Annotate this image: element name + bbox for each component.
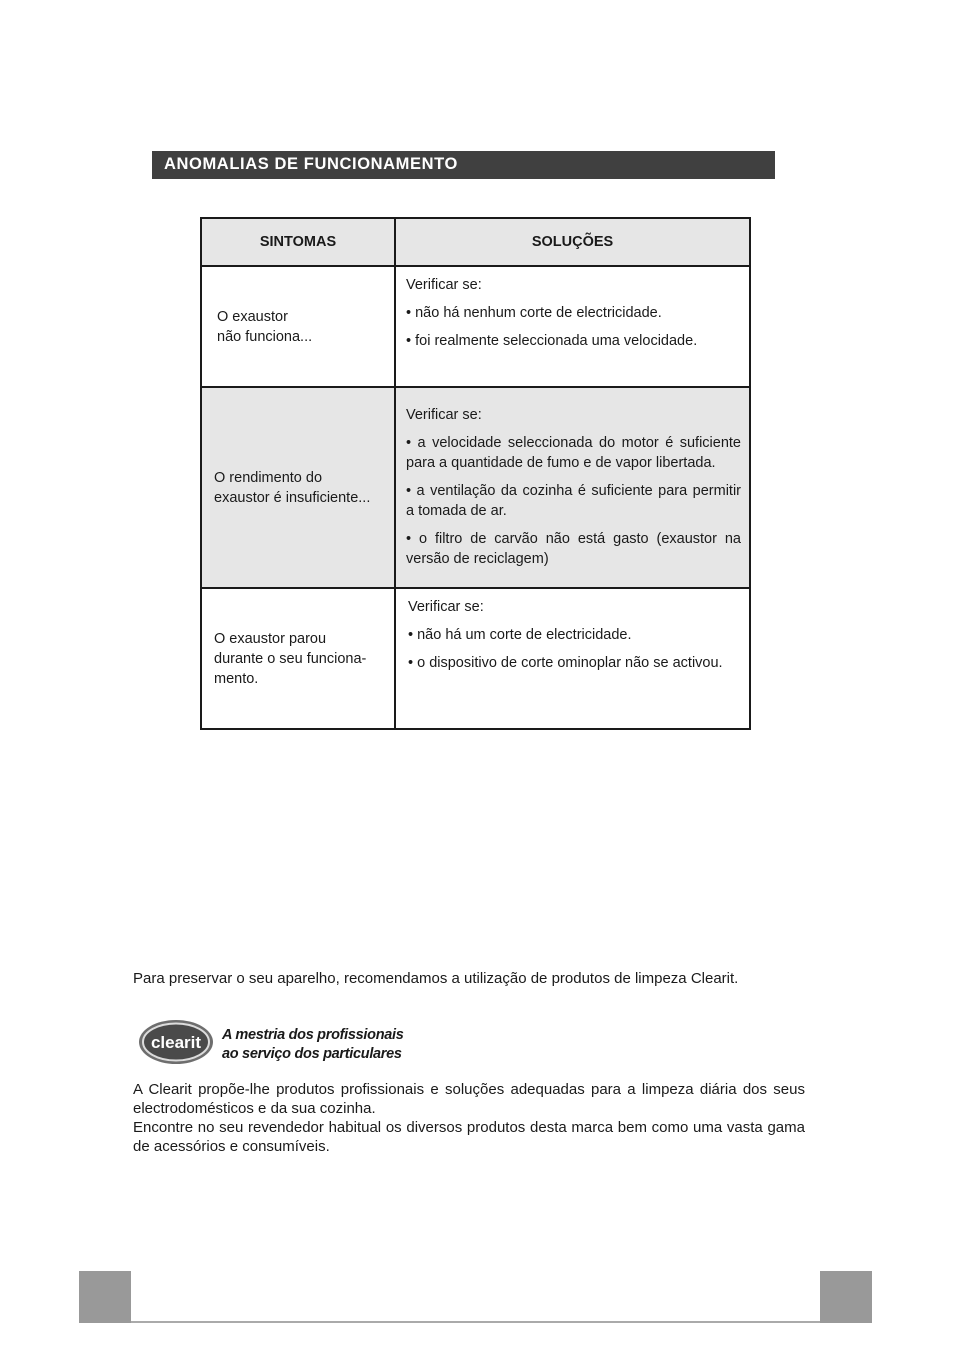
tagline-line: ao serviço dos particulares: [222, 1046, 402, 1062]
solution-cell: [395, 266, 750, 387]
solution-item: • a ventilação da cozinha é suficiente para permitir a tomada de ar.: [406, 482, 741, 519]
body-text: [133, 1080, 805, 1156]
tagline: [222, 1026, 404, 1064]
solution-item: • foi realmente seleccionada uma velocidade.: [406, 333, 698, 349]
solution-intro: Verificar se:: [406, 277, 482, 293]
troubleshooting-table: [200, 217, 751, 730]
table-row: [201, 266, 750, 387]
symptom-line: O exaustor parou: [214, 630, 327, 647]
solution-item: • o dispositivo de corte ominoplar não se activou.: [408, 655, 723, 671]
footer-divider: [131, 1321, 820, 1323]
header-symptoms: SINTOMAS: [201, 218, 395, 266]
solution-item: • não há nenhum corte de electricidade.: [406, 305, 662, 321]
solution-item: • a velocidade seleccionada do motor é suficiente para a quantidade de fumo e de vapor libertada.: [406, 434, 741, 471]
solution-intro: Verificar se:: [406, 406, 482, 423]
symptom-line: O exaustor: [217, 308, 288, 325]
solution-cell: [395, 387, 750, 588]
symptom-line: exaustor é insuficiente...: [214, 489, 371, 506]
body-paragraph: Encontre no seu revendedor habitual os diversos produtos desta marca bem como uma vasta gama de acessórios e consumíveis.: [133, 1119, 805, 1155]
symptom-cell: [201, 588, 395, 729]
clearit-logo: [137, 1017, 215, 1067]
intro-text: Para preservar o seu aparelho, recomendamos a utilização de produtos de limpeza Clearit.: [133, 970, 739, 987]
header-solutions: SOLUÇÕES: [395, 218, 750, 266]
symptom-cell: [201, 387, 395, 588]
solution-intro: Verificar se:: [408, 599, 484, 615]
page-corner-tab-right: [820, 1271, 872, 1323]
symptom-line: O rendimento do: [214, 469, 323, 486]
table-row: [201, 387, 750, 588]
section-title: ANOMALIAS DE FUNCIONAMENTO: [152, 151, 775, 179]
logo-wordmark: clearit: [150, 1033, 202, 1052]
symptom-line: não funciona...: [217, 328, 313, 345]
page-corner-tab-left: [79, 1271, 131, 1323]
solution-cell: [395, 588, 750, 729]
tagline-line: A mestria dos profissionais: [222, 1027, 404, 1043]
symptom-cell: [201, 266, 395, 387]
symptom-line: durante o seu funciona-: [214, 650, 367, 667]
table-row: [201, 588, 750, 729]
body-paragraph: A Clearit propõe-lhe produtos profissionais e soluções adequadas para a limpeza diária dos seus electrodomésticos e da sua cozinha.: [133, 1081, 805, 1117]
table-header-row: [201, 218, 750, 266]
symptom-line: mento.: [214, 670, 259, 687]
solution-item: • não há um corte de electricidade.: [408, 627, 632, 643]
solution-item: • o filtro de carvão não está gasto (exaustor na versão de reciclagem): [406, 530, 741, 567]
